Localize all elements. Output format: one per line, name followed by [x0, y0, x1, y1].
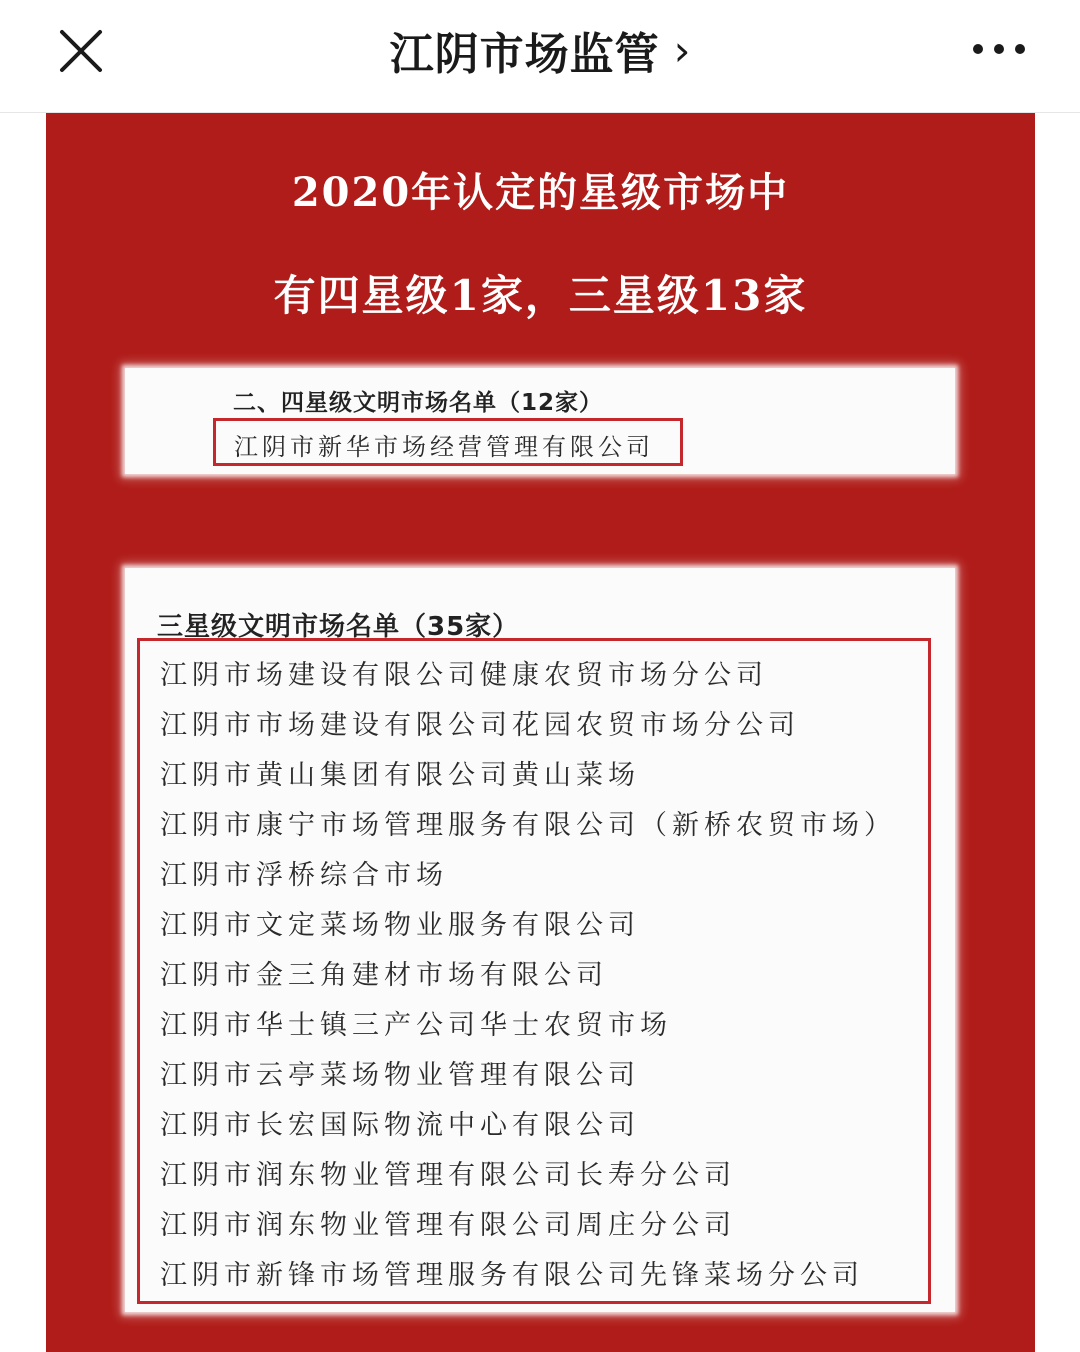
- three-star-list: [160, 651, 920, 1301]
- more-icon: [970, 34, 1028, 64]
- chevron-right-icon[interactable]: ›: [673, 25, 691, 75]
- three-star-heading: 三星级文明市场名单（35家）: [157, 612, 520, 642]
- top-navbar: [0, 0, 1080, 113]
- list-item: 江阴市润东物业管理有限公司周庄分公司: [160, 1210, 736, 1241]
- list-item: 江阴市康宁市场管理服务有限公司（新桥农贸市场）: [160, 810, 896, 841]
- list-item: 江阴市浮桥综合市场: [160, 860, 448, 891]
- headline-line-1: 2020年认定的星级市场中: [291, 169, 790, 216]
- close-icon: [52, 22, 110, 80]
- four-star-heading: 二、四星级文明市场名单（12家）: [233, 390, 604, 416]
- list-item: 江阴市黄山集团有限公司黄山菜场: [160, 760, 640, 791]
- close-button[interactable]: [52, 22, 110, 80]
- article-poster-image: [46, 113, 1035, 1352]
- account-title[interactable]: 江阴市场监管: [389, 29, 660, 80]
- three-star-document: [125, 568, 955, 1312]
- list-item: 江阴市长宏国际物流中心有限公司: [160, 1110, 640, 1141]
- headline-line-2: 有四星级1家，三星级13家: [273, 271, 808, 320]
- list-item: 江阴市华士镇三产公司华士农贸市场: [160, 1010, 672, 1041]
- four-star-document: [125, 368, 955, 474]
- four-star-highlight-box: [213, 418, 683, 466]
- three-star-highlight-box: [137, 638, 931, 1304]
- list-item: 江阴市市场建设有限公司花园农贸市场分公司: [160, 710, 800, 741]
- more-button[interactable]: [970, 34, 1028, 64]
- list-item: 江阴市新锋市场管理服务有限公司先锋菜场分公司: [160, 1260, 864, 1291]
- list-item: 江阴市云亭菜场物业管理有限公司: [160, 1060, 640, 1091]
- four-star-item: 江阴市新华市场经营管理有限公司: [234, 433, 654, 461]
- list-item: 江阴市金三角建材市场有限公司: [160, 960, 608, 991]
- list-item: 江阴市润东物业管理有限公司长寿分公司: [160, 1160, 736, 1191]
- list-item: 江阴市场建设有限公司健康农贸市场分公司: [160, 660, 768, 691]
- list-item: 江阴市文定菜场物业服务有限公司: [160, 910, 640, 941]
